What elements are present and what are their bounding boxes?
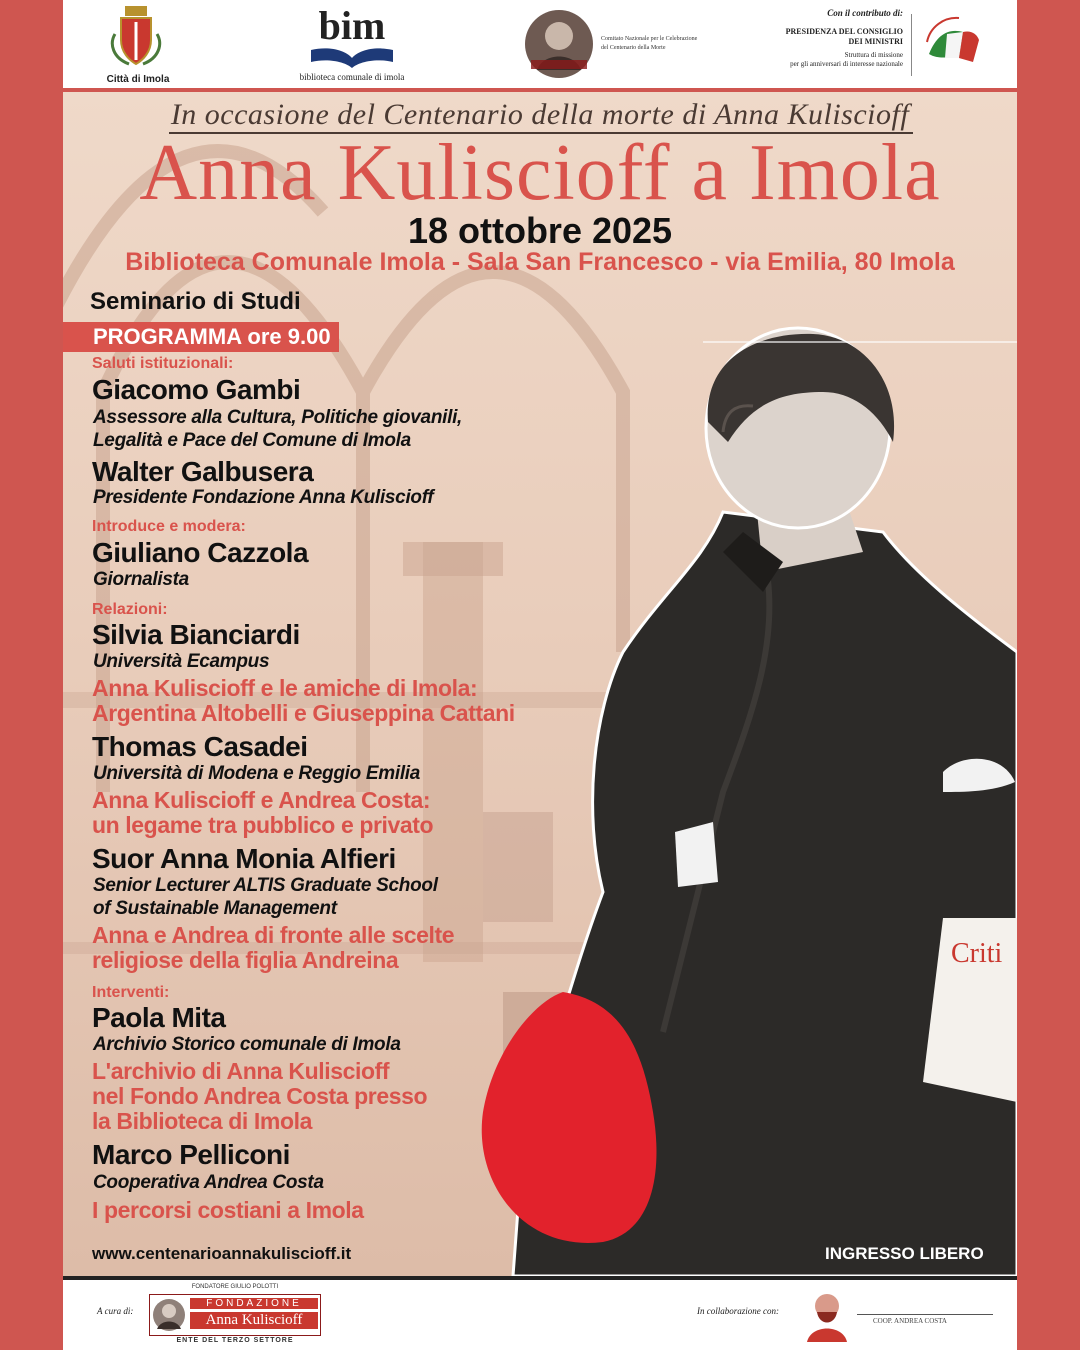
talk-title-casadei-1: Anna Kuliscioff e Andrea Costa:	[92, 787, 431, 813]
speaker-role-gambi-1: Assessore alla Cultura, Politiche giovanili,	[93, 407, 463, 428]
speaker-name-bianciardi: Silvia Bianciardi	[92, 619, 300, 650]
kuliscioff-portrait-icon	[152, 1297, 186, 1333]
anniversari-flag-icon	[919, 14, 985, 78]
speaker-role-gambi-2: Legalità e Pace del Comune di Imola	[93, 430, 411, 451]
book-icon	[309, 46, 395, 68]
svg-text:Criti: Criti	[951, 938, 1003, 969]
talk-title-mita-2: nel Fondo Andrea Costa presso	[92, 1083, 428, 1109]
collab-label: In collaborazione con:	[697, 1306, 779, 1316]
bim-subtitle: biblioteca comunale di imola	[299, 72, 405, 82]
bim-logo	[285, 2, 419, 86]
talk-title-bianciardi-2: Argentina Altobelli e Giuseppina Cattani	[92, 700, 515, 726]
speaker-role-alfieri-2: of Sustainable Management	[93, 898, 337, 919]
kuliscioff-medallion-icon	[523, 8, 595, 80]
program-section-saluti: Saluti istituzionali:	[92, 355, 234, 372]
event-date: 18 ottobre 2025	[407, 210, 673, 251]
poster	[63, 0, 1017, 1350]
talk-title-mita-3: la Biblioteca di Imola	[92, 1108, 312, 1134]
program-section-introduce: Introduce e modera:	[92, 518, 246, 535]
coop-rule	[857, 1314, 993, 1315]
anniversari-line: per gli anniversari di interesse nazionale	[790, 60, 903, 68]
program-section-relazioni: Relazioni:	[92, 601, 168, 618]
contrib-block	[763, 8, 1003, 84]
bim-wordmark: bim	[318, 3, 386, 48]
talk-title-alfieri-2: religiose della figlia Andreina	[92, 947, 399, 973]
speaker-role-galbusera: Presidente Fondazione Anna Kuliscioff	[93, 487, 434, 508]
talk-title-casadei-2: un legame tra pubblico e privato	[92, 812, 434, 838]
speaker-name-alfieri: Suor Anna Monia Alfieri	[92, 843, 396, 874]
fondatore-line: FONDATORE GIULIO POLOTTI	[191, 1284, 279, 1290]
speaker-role-mita: Archivio Storico comunale di Imola	[93, 1034, 401, 1055]
subtitle: In occasione del Centenario della morte di Anna Kuliscioff	[170, 98, 910, 131]
speaker-role-bianciardi: Università Ecampus	[93, 651, 270, 672]
ingresso-libero: INGRESSO LIBERO	[825, 1244, 984, 1263]
coop-label: COOP. ANDREA COSTA	[873, 1317, 947, 1325]
ministri-line: DEI MINISTRI	[848, 37, 903, 46]
talk-title-mita-1: L'archivio di Anna Kuliscioff	[92, 1058, 390, 1084]
speaker-name-gambi: Giacomo Gambi	[92, 374, 301, 405]
a-cura-label: A cura di:	[97, 1306, 134, 1316]
fondazione-box	[149, 1294, 321, 1336]
speaker-role-cazzola: Giornalista	[93, 569, 189, 590]
committee-line2: del Centenario della Morte	[601, 45, 666, 51]
fondazione-name: Anna Kuliscioff	[190, 1312, 318, 1329]
city-logo	[103, 4, 169, 84]
city-label: Città di Imola	[106, 74, 170, 85]
main-poster	[63, 92, 1017, 1276]
event-venue: Biblioteca Comunale Imola - Sala San Francesco - via Emilia, 80 Imola	[125, 248, 955, 276]
speaker-name-casadei: Thomas Casadei	[92, 731, 308, 762]
programma-badge: PROGRAMMA ore 9.00	[63, 322, 339, 352]
fondazione-label: FONDAZIONE	[190, 1298, 318, 1309]
speaker-role-pelliconi: Cooperativa Andrea Costa	[93, 1172, 324, 1193]
andrea-costa-portrait-icon	[801, 1286, 853, 1344]
seminario-label: Seminario di Studi	[90, 288, 301, 315]
header-logos	[63, 0, 1017, 88]
committee-logo	[523, 8, 723, 80]
main-title: Anna Kuliscioff a Imola	[139, 129, 941, 217]
city-crest-icon	[103, 4, 169, 70]
website-link[interactable]: www.centenarioannakuliscioff.it	[92, 1244, 352, 1263]
speaker-name-pelliconi: Marco Pelliconi	[92, 1139, 290, 1170]
speaker-role-alfieri-1: Senior Lecturer ALTIS Graduate School	[93, 875, 438, 896]
fondazione-logo	[149, 1284, 321, 1346]
committee-line1: Comitato Nazionale per le Celebrazione	[601, 36, 698, 42]
struttura-line: Struttura di missione	[844, 51, 903, 59]
ente-line: ENTE DEL TERZO SETTORE	[176, 1337, 294, 1344]
contrib-label: Con il contributo di:	[827, 8, 903, 18]
footer-logos	[63, 1280, 1017, 1350]
vertical-divider	[911, 14, 912, 76]
speaker-name-mita: Paola Mita	[92, 1002, 226, 1033]
talk-title-alfieri-1: Anna e Andrea di fronte alle scelte	[92, 922, 455, 948]
coop-logo	[801, 1284, 1001, 1346]
speaker-name-galbusera: Walter Galbusera	[92, 456, 314, 487]
presidenza-line: PRESIDENZA DEL CONSIGLIO	[785, 27, 903, 36]
program-section-interventi: Interventi:	[92, 984, 170, 1001]
speaker-role-casadei: Università di Modena e Reggio Emilia	[93, 763, 421, 784]
speaker-name-cazzola: Giuliano Cazzola	[92, 537, 309, 568]
talk-title-bianciardi-1: Anna Kuliscioff e le amiche di Imola:	[92, 675, 478, 701]
talk-title-pelliconi: I percorsi costiani a Imola	[92, 1197, 364, 1223]
